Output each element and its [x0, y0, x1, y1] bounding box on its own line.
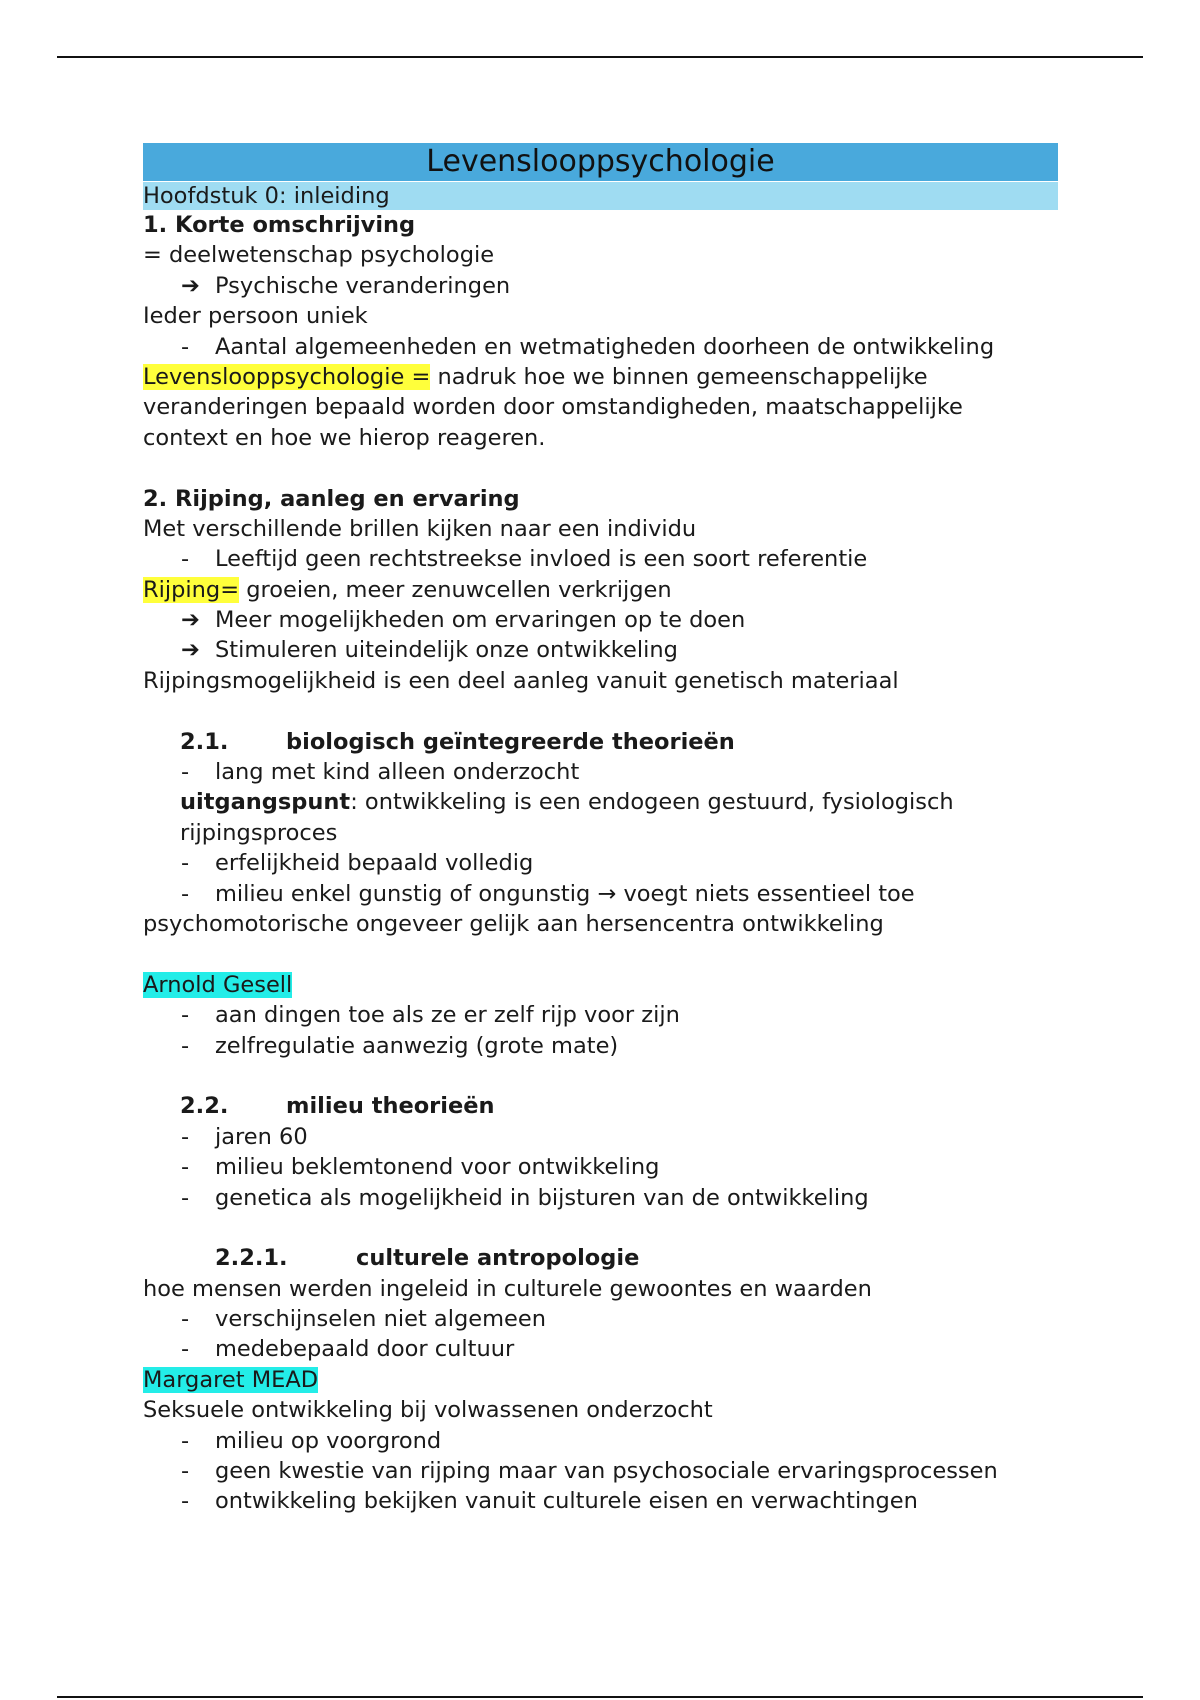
- paragraph-line: Rijpingsmogelijkheid is een deel aanleg vanuit genetisch materiaal: [143, 667, 899, 694]
- dash-bullet: -: [181, 1427, 190, 1454]
- dash-item-text: jaren 60: [215, 1123, 308, 1150]
- dash-bullet: -: [181, 1488, 190, 1515]
- arrow-item-text: Psychische veranderingen: [215, 272, 511, 299]
- arrow-icon: ➔: [181, 607, 200, 634]
- highlighted-name: Arnold Gesell: [143, 971, 293, 998]
- dash-bullet: -: [181, 1458, 190, 1485]
- arrow-item-text: Stimuleren uiteindelijk onze ontwikkeling: [215, 637, 678, 664]
- section-1-heading: 1. Korte omschrijving: [143, 212, 416, 238]
- dash-item: [143, 1304, 1058, 1334]
- section-title: biologisch geïntegreerde theorieën: [286, 728, 735, 755]
- definition-line: [143, 362, 1058, 392]
- paragraph-line: rijpingsproces: [180, 819, 338, 846]
- dash-bullet: -: [181, 333, 190, 360]
- dash-item: [143, 1486, 1058, 1516]
- paragraph-line: = deelwetenschap psychologie: [143, 242, 495, 269]
- dash-bullet: -: [181, 1336, 190, 1363]
- chapter-subtitle: Hoofdstuk 0: inleiding: [143, 182, 1058, 210]
- arrow-icon: ➔: [181, 637, 200, 664]
- dash-item: [143, 879, 1058, 909]
- paragraph-line: veranderingen bepaald worden door omstandigheden, maatschappelijke: [143, 394, 963, 421]
- paragraph-line: [143, 787, 1058, 817]
- arrow-item-text: Meer mogelijkheden om ervaringen op te doen: [215, 607, 746, 634]
- dash-item-text: zelfregulatie aanwezig (grote mate): [215, 1032, 619, 1059]
- person-line: [143, 1365, 1058, 1395]
- dash-item: [143, 1000, 1058, 1030]
- dash-item-text: aan dingen toe als ze er zelf rijp voor zijn: [215, 1002, 680, 1029]
- dash-item: [143, 848, 1058, 878]
- dash-item-text: milieu op voorgrond: [215, 1427, 442, 1454]
- definition-text: groeien, meer zenuwcellen verkrijgen: [239, 576, 672, 603]
- dash-item: [143, 1334, 1058, 1364]
- section-2-2-heading: [143, 1091, 1058, 1121]
- section-number: 2.1.: [180, 728, 229, 755]
- highlighted-term: Rijping=: [143, 576, 240, 603]
- section-2-2-1-heading: [143, 1243, 1058, 1273]
- person-line: [143, 970, 1058, 1000]
- footer-rule: [57, 1696, 1143, 1698]
- dash-item: [143, 1426, 1058, 1456]
- dash-item-text: geen kwestie van rijping maar van psychosociale ervaringsprocessen: [215, 1458, 998, 1485]
- paragraph-line: Seksuele ontwikkeling bij volwassenen onderzocht: [143, 1397, 713, 1424]
- highlighted-term: Levenslooppsychologie =: [143, 363, 431, 390]
- dash-item-text: Aantal algemeenheden en wetmatigheden doorheen de ontwikkeling: [215, 333, 995, 360]
- dash-bullet: -: [181, 1123, 190, 1150]
- dash-item-text: erfelijkheid bepaald volledig: [215, 850, 534, 877]
- dash-bullet: -: [181, 546, 190, 573]
- dash-bullet: -: [181, 1184, 190, 1211]
- section-number: 2.2.1.: [215, 1245, 288, 1272]
- paragraph-line: hoe mensen werden ingeleid in culturele gewoontes en waarden: [143, 1275, 872, 1302]
- header-rule: [57, 56, 1143, 58]
- dash-bullet: -: [181, 1032, 190, 1059]
- section-2-1-heading: [143, 727, 1058, 757]
- section-title: culturele antropologie: [356, 1245, 640, 1272]
- arrow-icon: ➔: [181, 272, 200, 299]
- bold-term: uitgangspunt: [180, 789, 351, 816]
- dash-item: [143, 757, 1058, 787]
- dash-item: [143, 1152, 1058, 1182]
- paragraph-line: context en hoe we hierop reageren.: [143, 424, 546, 451]
- dash-bullet: -: [181, 759, 190, 786]
- dash-item: [143, 544, 1058, 574]
- dash-item: [143, 1122, 1058, 1152]
- paragraph-line: Met verschillende brillen kijken naar een individu: [143, 515, 697, 542]
- definition-text: nadruk hoe we binnen gemeenschappelijke: [430, 363, 928, 390]
- dash-bullet: -: [181, 1306, 190, 1333]
- dash-item: [143, 1456, 1058, 1486]
- section-2-heading: 2. Rijping, aanleg en ervaring: [143, 485, 520, 512]
- dash-item-text: lang met kind alleen onderzocht: [215, 759, 580, 786]
- dash-item-text: medebepaald door cultuur: [215, 1336, 515, 1363]
- dash-bullet: -: [181, 850, 190, 877]
- dash-item-text: milieu beklemtonend voor ontwikkeling: [215, 1154, 660, 1181]
- document-title: Levenslooppsychologie: [143, 143, 1058, 181]
- dash-item-text: Leeftijd geen rechtstreekse invloed is een soort referentie: [215, 546, 868, 573]
- dash-item: [143, 1031, 1058, 1061]
- arrow-item: [143, 605, 1058, 635]
- dash-bullet: -: [181, 1154, 190, 1181]
- dash-item-text: ontwikkeling bekijken vanuit culturele eisen en verwachtingen: [215, 1488, 918, 1515]
- highlighted-name: Margaret MEAD: [143, 1366, 319, 1393]
- dash-item-text: genetica als mogelijkheid in bijsturen van de ontwikkeling: [215, 1184, 869, 1211]
- dash-bullet: -: [181, 880, 190, 907]
- paragraph-line: psychomotorische ongeveer gelijk aan hersencentra ontwikkeling: [143, 910, 884, 937]
- definition-line: [143, 575, 1058, 605]
- section-title: milieu theorieën: [286, 1093, 495, 1120]
- paragraph-text: : ontwikkeling is een endogeen gestuurd, fysiologisch: [350, 789, 954, 816]
- paragraph-line: Ieder persoon uniek: [143, 303, 368, 330]
- dash-item: [143, 332, 1058, 362]
- dash-bullet: -: [181, 1002, 190, 1029]
- arrow-item: [143, 635, 1058, 665]
- dash-item: [143, 1183, 1058, 1213]
- section-number: 2.2.: [180, 1093, 229, 1120]
- arrow-item: [143, 271, 1058, 301]
- document-body: [143, 143, 1058, 1517]
- dash-item-text: milieu enkel gunstig of ongunstig → voegt niets essentieel toe: [215, 880, 915, 907]
- dash-item-text: verschijnselen niet algemeen: [215, 1306, 546, 1333]
